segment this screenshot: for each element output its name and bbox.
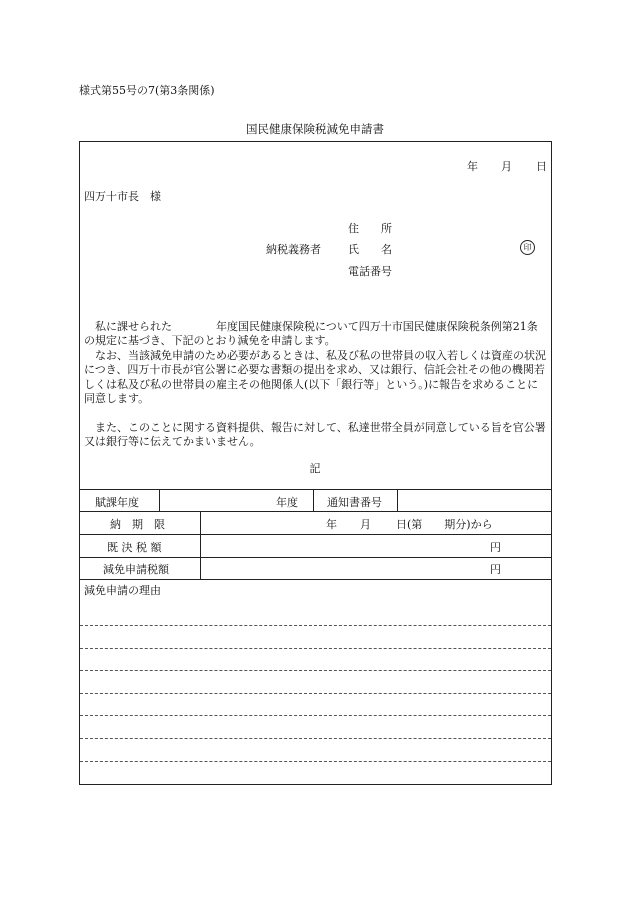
table-rule <box>79 579 552 580</box>
recipient: 四万十市長 様 <box>84 190 161 203</box>
reason-line <box>80 738 551 739</box>
date-month-label: 月 <box>501 160 512 173</box>
statement-paragraph-1: 私に課せられた 年度国民健康保険税について四万十市国民健康保険税条例第21条の規定に基づき、下記のとおり減免を申請します。 <box>84 320 538 348</box>
table-divider <box>397 489 398 511</box>
table-rule <box>79 534 552 535</box>
reason-line <box>80 715 551 716</box>
reason-line <box>80 625 551 626</box>
tax-year-label: 賦課年度 <box>95 496 139 509</box>
table-rule <box>79 557 552 558</box>
reason-line <box>80 761 551 762</box>
due-month-label: 月 <box>360 518 371 531</box>
table-divider <box>200 511 201 579</box>
address-label: 住 所 <box>348 222 392 235</box>
table-divider <box>159 489 160 511</box>
table-top-rule <box>79 489 552 490</box>
seal-mark: 印 <box>520 240 535 255</box>
assessed-tax-unit: 円 <box>490 541 501 554</box>
reduction-amount-unit: 円 <box>490 563 501 576</box>
reason-line <box>80 670 551 671</box>
reduction-amount-label: 減免申請税額 <box>103 563 169 576</box>
reason-line <box>80 648 551 649</box>
date-day-label: 日 <box>536 160 547 173</box>
table-divider <box>313 489 314 511</box>
ki-heading: 記 <box>309 462 321 475</box>
due-date-label: 納 期 限 <box>110 518 165 531</box>
statement-paragraph-3: また、このことに関する資料提供、報告に対して、私達世帯全員が同意している旨を官公署又は銀行等に伝えてかまいません。 <box>84 421 546 449</box>
notice-number-label: 通知書番号 <box>327 496 382 509</box>
taxpayer-label: 納税義務者 <box>266 243 321 256</box>
document-title: 国民健康保険税減免申請書 <box>246 122 384 136</box>
form-number: 様式第55号の7(第3条関係) <box>79 84 215 97</box>
date-year-label: 年 <box>467 160 478 173</box>
statement-paragraph-2: なお、当該減免申請のため必要があるときは、私及び私の世帯員の収入若しくは資産の状況につき、四万十市長が官公署に必要な書類の提出を求め、又は銀行、信託会社その他の機関若しくは私及び私の世帯員の雇主その他関係人(以下「銀行等」という。)に報告を求めることに同意します。 <box>84 349 546 406</box>
due-year-label: 年 <box>326 518 337 531</box>
assessed-tax-label: 既 決 税 額 <box>107 541 162 554</box>
tax-year-suffix: 年度 <box>276 496 298 509</box>
name-label: 氏 名 <box>348 243 392 256</box>
reason-label: 減免申請の理由 <box>84 584 161 597</box>
phone-label: 電話番号 <box>348 265 392 278</box>
reason-line <box>80 693 551 694</box>
due-day-period-label: 日(第 期分)から <box>396 518 493 531</box>
table-rule <box>79 511 552 512</box>
